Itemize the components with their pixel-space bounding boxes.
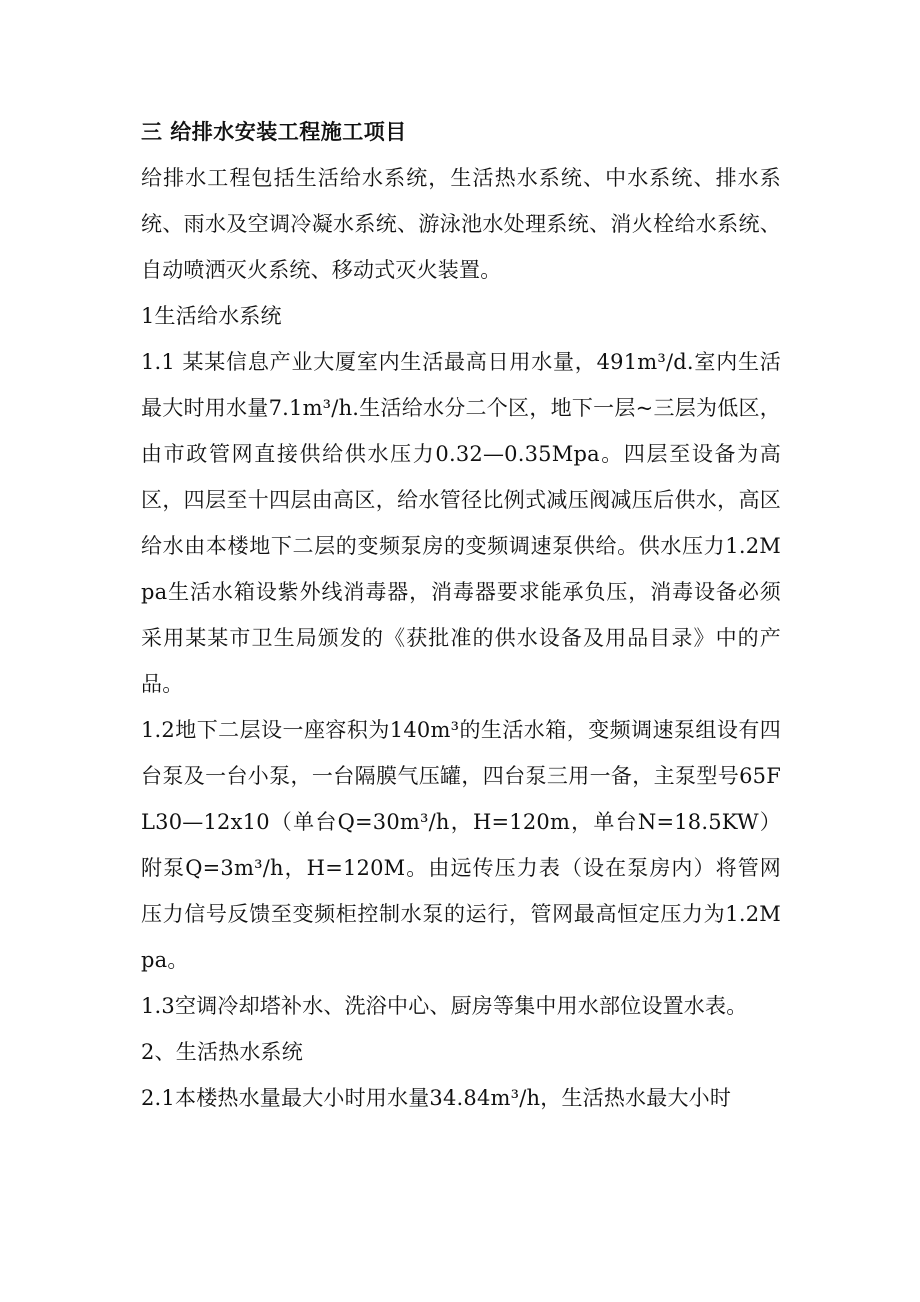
paragraph-1-3: 1.3空调冷却塔补水、洗浴中心、厨房等集中用水部位设置水表。 xyxy=(141,994,748,1018)
document-page xyxy=(141,113,781,1121)
section-heading: 三 给排水安装工程施工项目 xyxy=(141,120,407,144)
paragraph-2-1: 2.1本楼热水量最大小时用水量34.84m³/h，生活热水最大小时 xyxy=(141,1086,732,1110)
subsection-title-water-supply: 1生活给水系统 xyxy=(141,304,282,328)
paragraph-1-1: 1.1 某某信息产业大厦室内生活最高日用水量，491m³/d.室内生活最大时用水量7.1m³/h.生活给水分二个区，地下一层~三层为低区，由市政管网直接供给供水压力0.32—0.35Mpa。四层至设备为高区，四层至十四层由高区，给水管径比例式减压阀减压后供水，高区给水由本楼地下二层的变频泵房的变频调速泵供给。供水压力1.2Mpa生活水箱设紫外线消毒器，消毒器要求能承负压，消毒设备必须采用某某市卫生局颁发的《获批准的供水设备及用品目录》中的产品。 xyxy=(141,350,781,696)
paragraph-1-2: 1.2地下二层设一座容积为140m³的生活水箱，变频调速泵组设有四台泵及一台小泵，一台隔膜气压罐，四台泵三用一备，主泵型号65FL30—12x10（单台Q=30m³/h，H=120m，单台N=18.5KW）附泵Q=3m³/h，H=120M。由远传压力表（设在泵房内）将管网压力信号反馈至变频柜控制水泵的运行，管网最高恒定压力为1.2Mpa。 xyxy=(141,718,781,972)
intro-paragraph: 给排水工程包括生活给水系统，生活热水系统、中水系统、排水系统、雨水及空调冷凝水系统、游泳池水处理系统、消火栓给水系统、自动喷洒灭火系统、移动式灭火装置。 xyxy=(141,166,781,282)
subsection-title-hot-water: 2、生活热水系统 xyxy=(141,1040,303,1064)
